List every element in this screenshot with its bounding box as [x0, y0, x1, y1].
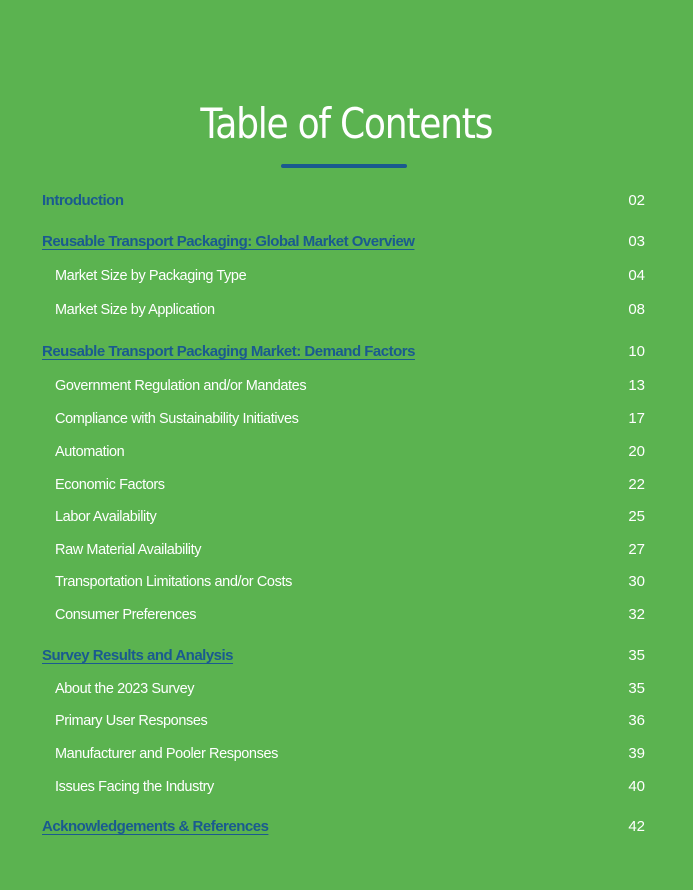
toc-entry-page: 13: [628, 377, 645, 394]
toc-entry-sustainability-compliance[interactable]: [0, 408, 693, 430]
toc-entry-page: 35: [628, 680, 645, 697]
toc-entry-global-market-overview[interactable]: [0, 231, 693, 253]
toc-entry-page: 35: [628, 647, 645, 664]
toc-entry-page: 10: [628, 343, 645, 360]
toc-entry-automation[interactable]: [0, 441, 693, 463]
toc-entry-label: Primary User Responses: [55, 713, 208, 729]
toc-entry-label: Survey Results and Analysis: [42, 647, 234, 664]
toc-entry-page: 30: [628, 573, 645, 590]
toc-entry-label: Introduction: [42, 192, 124, 209]
toc-entry-page: 03: [628, 233, 645, 250]
toc-entry-page: 08: [628, 301, 645, 318]
toc-entry-label: Market Size by Packaging Type: [55, 268, 247, 284]
toc-entry-label: Reusable Transport Packaging: Global Market Overview: [42, 233, 415, 250]
toc-entry-survey-results[interactable]: [0, 645, 693, 667]
toc-entry-label: Raw Material Availability: [55, 542, 202, 558]
toc-entry-acknowledgements-references[interactable]: [0, 816, 693, 838]
toc-entry-market-size-application[interactable]: [0, 299, 693, 321]
toc-entry-page: 17: [628, 410, 645, 427]
toc-entry-label: Compliance with Sustainability Initiatives: [55, 411, 299, 427]
toc-entry-label: Economic Factors: [55, 477, 165, 493]
toc-entry-page: 22: [628, 476, 645, 493]
toc-entry-label: Automation: [55, 444, 125, 460]
toc-entry-page: 04: [628, 267, 645, 284]
toc-entry-demand-factors[interactable]: [0, 341, 693, 363]
toc-entry-government-regulation[interactable]: [0, 375, 693, 397]
toc-entry-primary-user-responses[interactable]: [0, 710, 693, 732]
toc-entry-page: 42: [628, 818, 645, 835]
toc-entry-manufacturer-pooler-responses[interactable]: [0, 743, 693, 765]
toc-entry-label: Acknowledgements & References: [42, 818, 269, 835]
toc-entry-page: 02: [628, 192, 645, 209]
toc-entry-page: 32: [628, 606, 645, 623]
toc-entry-label: Issues Facing the Industry: [55, 779, 214, 795]
toc-entry-market-size-packaging-type[interactable]: [0, 265, 693, 287]
toc-entry-label: Labor Availability: [55, 509, 157, 525]
toc-entry-label: Market Size by Application: [55, 302, 215, 318]
toc-entry-page: 25: [628, 508, 645, 525]
toc-entry-label: Consumer Preferences: [55, 607, 197, 623]
toc-entry-labor-availability[interactable]: [0, 506, 693, 528]
toc-entry-about-2023-survey[interactable]: [0, 678, 693, 700]
toc-entry-label: Manufacturer and Pooler Responses: [55, 746, 278, 762]
toc-entry-introduction[interactable]: [0, 190, 693, 212]
toc-entry-label: Reusable Transport Packaging Market: Demand Factors: [42, 343, 415, 360]
toc-entry-page: 36: [628, 712, 645, 729]
toc-entry-label: Government Regulation and/or Mandates: [55, 378, 307, 394]
toc-entry-label: Transportation Limitations and/or Costs: [55, 574, 292, 590]
toc-entry-raw-material-availability[interactable]: [0, 539, 693, 561]
toc-entry-consumer-preferences[interactable]: [0, 604, 693, 626]
toc-entry-label: About the 2023 Survey: [55, 681, 195, 697]
toc-entry-issues-facing-industry[interactable]: [0, 776, 693, 798]
page-title: Table of Contents: [200, 99, 493, 148]
toc-entry-page: 40: [628, 778, 645, 795]
toc-entry-page: 39: [628, 745, 645, 762]
toc-entry-transportation-limitations[interactable]: [0, 571, 693, 593]
toc-entry-economic-factors[interactable]: [0, 474, 693, 496]
toc-entry-page: 20: [628, 443, 645, 460]
toc-entry-page: 27: [628, 541, 645, 558]
